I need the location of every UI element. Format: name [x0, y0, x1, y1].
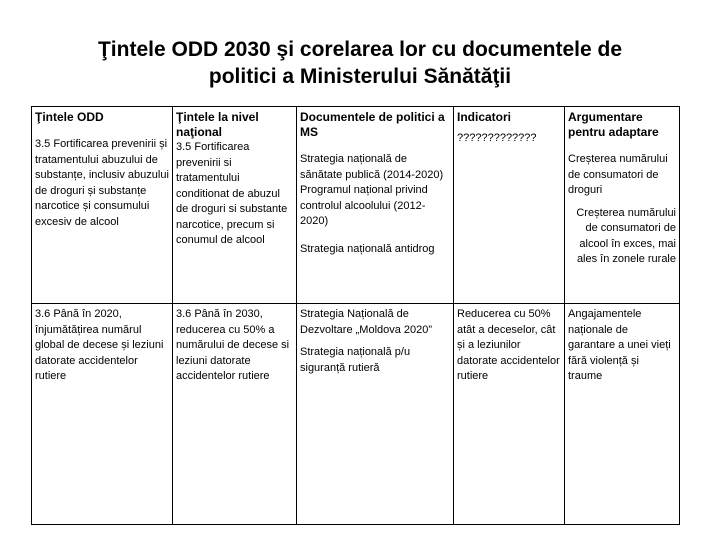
arg-alcohol: Creșterea numărului de consumatori de alcool în exces, mai ales în zonele rurale: [576, 206, 676, 265]
national-3-6-text: 3.6 Până în 2030, reducerea cu 50% a numărului de decese si leziuni datorate accidentelor rutiere: [176, 308, 290, 382]
arg-drugs: Creșterea numărului de consumatori de droguri: [568, 153, 668, 196]
table-row: [32, 107, 680, 304]
doc-antidrug: Strategia națională antidrog: [300, 242, 435, 255]
cell-arguments-3-6: [565, 304, 680, 525]
national-3-5-text: 3.5 Fortificarea prevenirii si tratamentului conditionat de abuzul de droguri si substante narcotice, precum si conumul de alcool: [176, 141, 288, 246]
cell-documents-3-5: [297, 107, 454, 304]
cell-indicators-3-5: [454, 107, 565, 304]
odd-table: [31, 106, 680, 525]
cell-national-3-5: [173, 107, 297, 304]
cell-odd-3-5: [32, 107, 173, 304]
header-national: Ţintele la nivel naţional: [176, 110, 259, 139]
header-documents: Documentele de politici a MS: [300, 110, 445, 139]
indicators-placeholder: ?????????????: [457, 132, 537, 144]
cell-indicators-3-6: [454, 304, 565, 525]
cell-documents-3-6: [297, 304, 454, 525]
table-row: [32, 304, 680, 525]
header-indicators: Indicatori: [457, 110, 512, 124]
title-line-1: Ţintele ODD 2030 şi corelarea lor cu documentele de: [97, 38, 623, 61]
arg-commitments: Angajamentele naționale de garantare a unei vieți fără violență și traume: [568, 308, 671, 382]
cell-odd-3-6: [32, 304, 173, 525]
indicator-road-deaths: Reducerea cu 50% atât a deceselor, cât și a leziunilor datorate accidentelor rutiere: [457, 308, 560, 382]
page-title: [0, 36, 720, 90]
doc-moldova-2020: Strategia Națională de Dezvoltare „Moldova 2020”: [300, 308, 433, 336]
cell-arguments-3-5: [565, 107, 680, 304]
header-odd: Ţintele ODD: [35, 110, 104, 124]
doc-alcohol-program: Programul național privind controlul alcoolului (2012-2020): [300, 184, 428, 227]
doc-road-safety: Strategia națională p/u siguranță rutieră: [300, 346, 411, 374]
cell-national-3-6: [173, 304, 297, 525]
header-arguments: Argumentare pentru adaptare: [568, 110, 659, 139]
title-line-2: politici a Ministerului Sănătăţii: [208, 65, 512, 88]
odd-3-6-text: 3.6 Până în 2020, înjumătățirea numărul global de decese și leziuni datorate accidentelor rutiere: [35, 308, 164, 382]
odd-3-5-text: 3.5 Fortificarea prevenirii și tratamentului abuzului de substanțe, inclusiv abuzului de droguri și substanțe narcotice și consumului excesiv de alcool: [35, 138, 169, 228]
doc-snsp: Strategia națională de sănătate publică (2014-2020): [300, 153, 444, 181]
